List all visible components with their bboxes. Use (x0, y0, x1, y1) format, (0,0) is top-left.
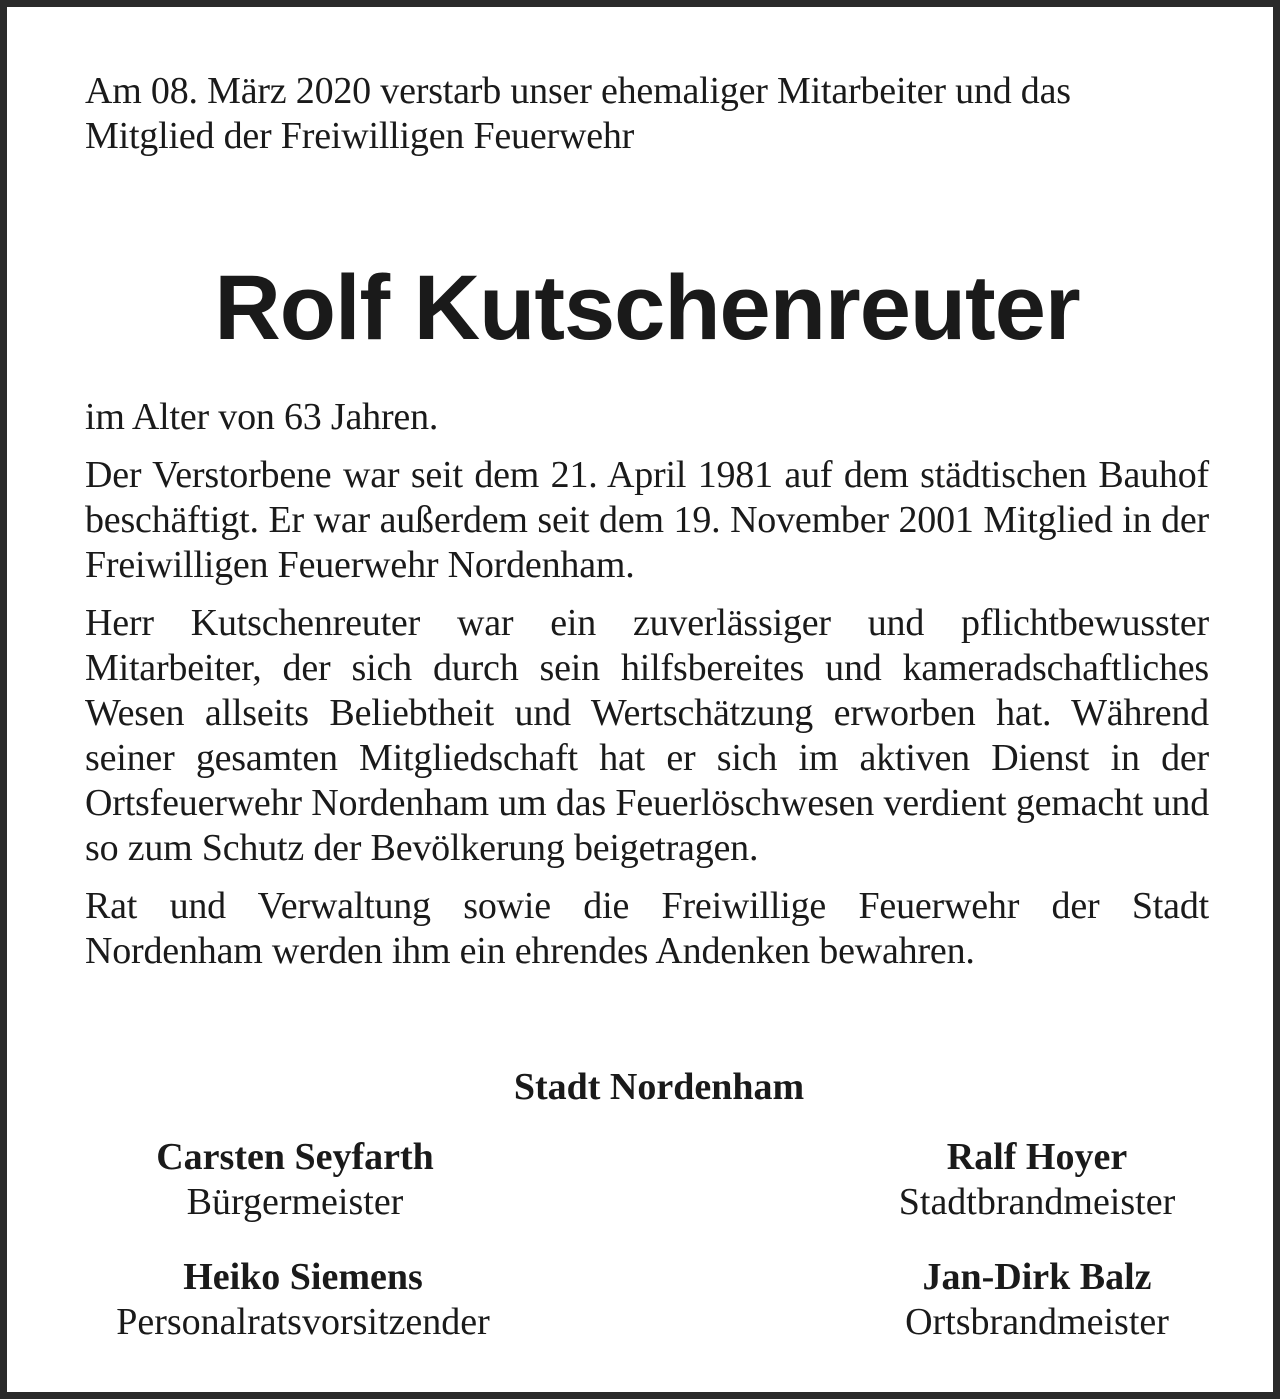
career-paragraph: Der Verstorbene war seit dem 21. April 1981 auf dem städtischen Bauhof beschäftigt. Er war außerdem seit dem 19. November 2001 Mitglied in der Freiwilligen Feuerwehr Nordenham. (85, 454, 1209, 586)
signatory-name: Jan-Dirk Balz (922, 1256, 1152, 1298)
signatory-role: Personalratsvorsitzender (116, 1301, 490, 1343)
intro-text: Am 08. März 2020 verstarb unser ehemaliger Mitarbeiter und das Mitglied der Freiwilligen Feuerwehr (85, 70, 1071, 157)
age-text: im Alter von 63 Jahren. (85, 396, 439, 438)
signatory-mayor (85, 1135, 505, 1225)
signatory-name: Heiko Siemens (183, 1256, 423, 1298)
tribute-paragraph: Herr Kutschenreuter war ein zuverlässiger und pflichtbewusster Mitarbeiter, der sich durch sein hilfsbereites und kameradschaftliches Wesen allseits Beliebtheit und Wertschätzung erworben hat. Während seiner gesamten Mitgliedschaft hat er sich im aktiven Dienst in der Ortsfeuerwehr Nordenham um das Feuerlöschwesen verdient gemacht und so zum Schutz der Bevölkerung beigetragen. (85, 602, 1209, 869)
signatory-staff-council (85, 1255, 521, 1345)
signatory-fire-chief (865, 1135, 1209, 1225)
deceased-name: Rolf Kutschenreuter (214, 257, 1080, 359)
notice-body (85, 69, 1209, 974)
closing-paragraph: Rat und Verwaltung sowie die Freiwillige Feuerwehr der Stadt Nordenham werden ihm ein ehrendes Andenken bewahren. (85, 885, 1209, 972)
organization-name: Stadt Nordenham (513, 1066, 805, 1108)
signatory-name: Carsten Seyfarth (156, 1136, 434, 1178)
signatory-local-fire-chief (865, 1255, 1209, 1345)
signatory-role: Bürgermeister (186, 1181, 404, 1223)
signatory-role: Ortsbrandmeister (905, 1301, 1169, 1343)
signatory-role: Stadtbrandmeister (898, 1181, 1176, 1223)
signatory-name: Ralf Hoyer (946, 1136, 1128, 1178)
